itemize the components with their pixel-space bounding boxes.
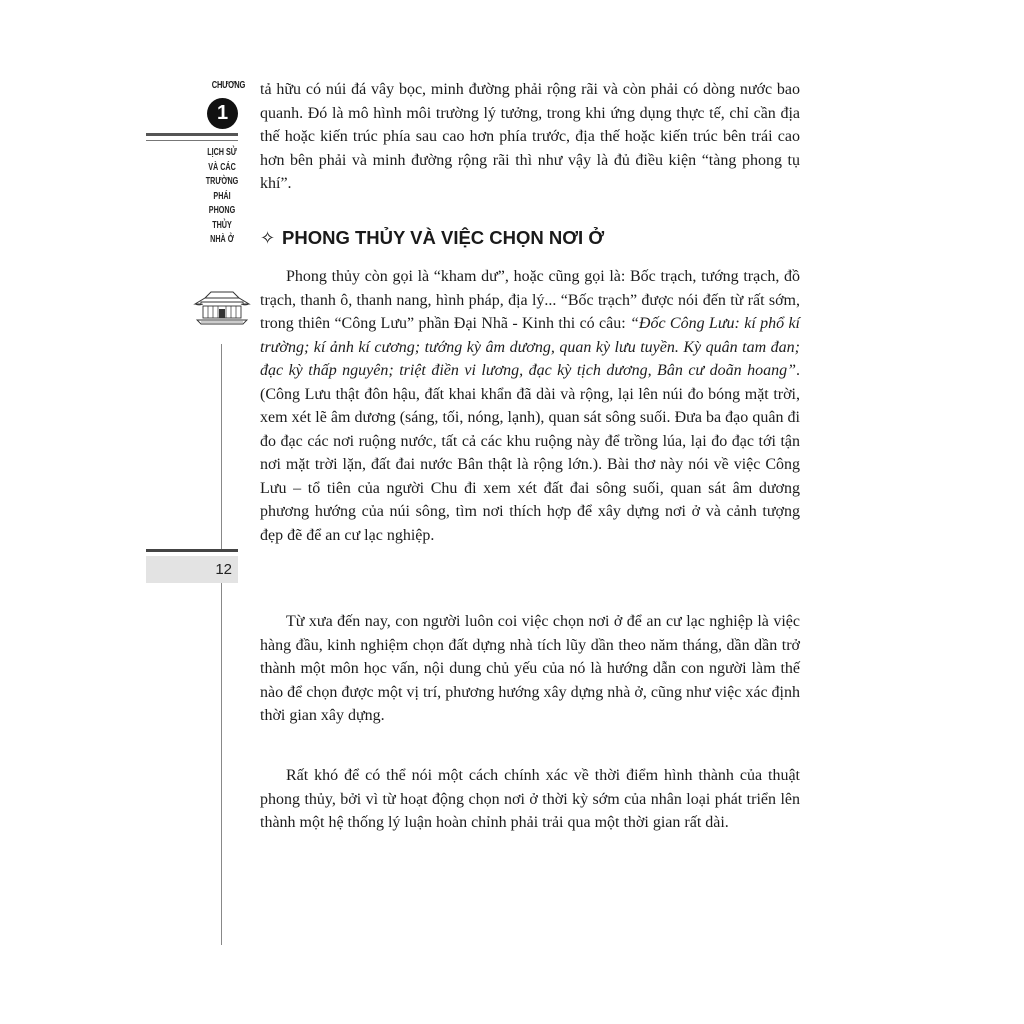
sidebar-vertical-line-lower: [221, 583, 222, 945]
page-number-box: [146, 556, 238, 583]
chapter-title: [205, 146, 238, 248]
paragraph: Từ xưa đến nay, con người luôn coi việc chọn nơi ở để an cư lạc nghiệp là việc hàng đầu, kinh nghiệm chọn đất dựng nhà tích lũy dần theo năm tháng, dần dần trở thành một môn học vấn, nội dung chủ yếu của nó là hướng dẫn con người làm thế nào để chọn được một vị trí, phương hướng xây dựng nhà ở, cũng như việc xác định thời gian xây dựng.: [260, 613, 800, 724]
chapter-title-line: VÀ CÁC: [208, 161, 236, 173]
chapter-label: CHƯƠNG: [211, 80, 246, 91]
page-number: 12: [215, 561, 232, 578]
section-heading-text: PHONG THỦY VÀ VIỆC CHỌN NƠI Ở: [282, 227, 605, 248]
four-point-star-icon: ✧: [260, 228, 276, 248]
paragraph: Rất khó để có thể nói một cách chính xác về thời điểm hình thành của thuật phong thủy, bởi vì từ hoạt động chọn nơi ở thời kỳ sớm của nhân loại phát triển lên thành một hệ thống lý luận hoàn chỉnh phải trải qua một thời gian rất dài.: [260, 767, 800, 831]
chapter-title-line: PHONG: [208, 205, 236, 216]
chapter-title-line: LỊCH SỬ: [207, 147, 237, 158]
chapter-title-line: PHÁI: [213, 190, 231, 202]
classical-quote: “Đốc Công Lưu: kí phổ kí trường; kí ảnh kí cương; tướng kỳ âm dương, quan kỳ lưu tuyền. Kỳ quân tam đan; đạc kỳ thấp nguyên; triệt điền vi lương, đạc kỳ tịch dương, Bân cư doãn hoang”: [260, 315, 800, 379]
chapter-title-line: NHÀ Ở: [210, 234, 234, 245]
pagoda-house-icon: [193, 290, 251, 326]
page-number-rule: [146, 549, 238, 552]
section-heading: [260, 227, 820, 249]
chapter-number-badge: 1: [207, 98, 238, 129]
sidebar-vertical-line: [221, 344, 222, 549]
paragraph-text: Phong thủy còn gọi là “kham dư”, hoặc cũng gọi là: Bốc trạch, tướng trạch, đồ trạch, thanh ô, thanh nang, hình pháp, địa lý... “Bốc trạch” được nói đến từ rất sớm, trong thiên “Công Lưu” phần Đại Nhã - Kinh thi có câu:: [260, 268, 800, 332]
sidebar-rule: [146, 133, 238, 136]
chapter-title-line: TRƯỜNG: [205, 176, 239, 187]
sidebar-rule-thin: [146, 140, 238, 141]
chapter-title-line: THỦY: [212, 219, 232, 231]
paragraph: [260, 265, 800, 547]
paragraph: tả hữu có núi đá vây bọc, minh đường phải rộng rãi và còn phải có dòng nước bao quanh. Đó là mô hình môi trường lý tưởng, trong khi ứng dụng thực tế, chỉ cần địa thế hoặc kiến trúc phía sau cao hơn phía trước, địa thế hoặc kiến trúc bên trái cao hơn bên phải và minh đường rộng rãi thì như vậy là đủ điều kiện “tàng phong tụ khí”.: [260, 81, 800, 192]
paragraph-text: . (Công Lưu thật đôn hậu, đất khai khẩn đã dài và rộng, lại lên núi đo bóng mặt trời, xem xét lẽ âm dương (sáng, tối, nóng, lạnh), quan sát sông suối. Đưa ba đạo quân đi đo đạc các nơi ruộng nước, tất cả các khu ruộng này để trồng lúa, lại đo đạc tới tận nơi mặt trời lặn, đất đai nước Bân thật là rộng lớn.). Bài thơ này nói về việc Công Lưu – tổ tiên của người Chu đi xem xét đất đai sông suối, quan sát âm dương phương hướng của núi sông, tìm nơi thích hợp để xây dựng nơi ở và cảnh tượng đẹp đẽ để an cư lạc nghiệp.: [260, 362, 800, 544]
